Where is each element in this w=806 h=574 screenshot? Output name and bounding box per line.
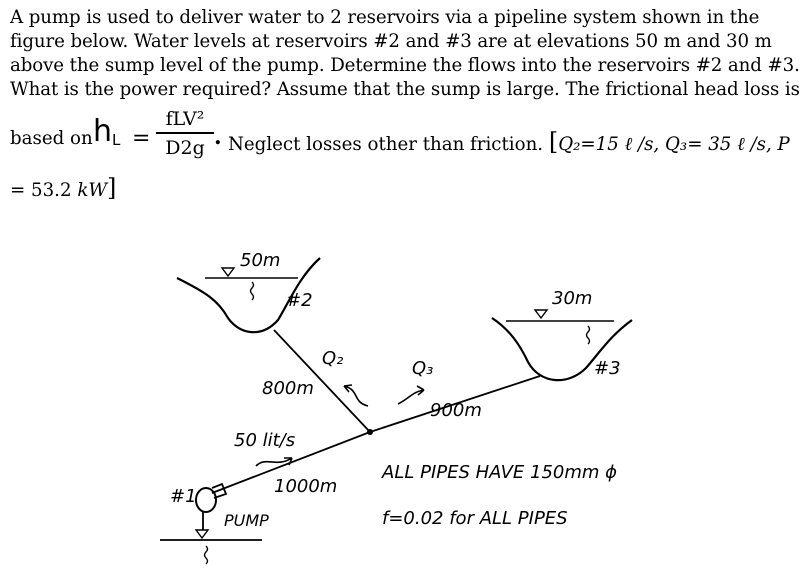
pump-icon (196, 488, 216, 512)
elevation-50m: 50m (240, 250, 281, 271)
answer-p-label: P (777, 134, 790, 155)
formula-period: . (214, 124, 222, 150)
answer-unit: kW (77, 180, 108, 201)
flow-q2-arrow (344, 385, 368, 406)
pipe-1000m-length: 1000m (274, 476, 338, 497)
based-on-text: based on (10, 128, 93, 149)
note-pipe-diameter: ALL PIPES HAVE 150mm ϕ (382, 462, 618, 483)
sump-level-marker (196, 530, 208, 538)
flow-q3-arrow (398, 386, 424, 404)
reservoir-2-level-marker (222, 268, 234, 276)
pipe-900m-length: 900m (430, 400, 482, 421)
pipe-800m-length: 800m (262, 378, 314, 399)
problem-line-2: figure below. Water levels at reservoirs #2 and #3 are at elevations 50 m and 30 m (10, 31, 772, 52)
fraction-denominator: D2g (165, 136, 205, 159)
reservoir-3-water-squiggle (587, 326, 590, 344)
pipe-junction (367, 429, 373, 435)
answer-open-bracket: [ (548, 128, 559, 156)
head-loss-subscript: L (112, 131, 121, 149)
note-friction-factor: f=0.02 for ALL PIPES (382, 508, 568, 529)
equals-sign: = (132, 126, 151, 151)
pump-label: PUMP (224, 511, 269, 530)
answer-q3: Q₃= 35 ℓ /s, (665, 134, 772, 155)
reservoir-3-level-marker (535, 310, 547, 318)
problem-line-3: above the sump level of the pump. Determine the flows into the reservoirs #2 and #3. (10, 55, 800, 76)
sump-water-squiggle (205, 546, 208, 564)
answer-p-value: = 53.2 (10, 180, 72, 201)
reservoir-2-water-squiggle (251, 282, 254, 300)
elevation-30m: 30m (552, 288, 593, 309)
flow-q3-label: Q₃ (412, 358, 434, 379)
reservoir-2-label: #2 (286, 290, 313, 311)
neglect-text: Neglect losses other than friction. (228, 134, 544, 155)
problem-line-4: What is the power required? Assume that the sump is large. The frictional head loss is (10, 79, 800, 100)
problem-line-1: A pump is used to deliver water to 2 reservoirs via a pipeline system shown in the (10, 7, 760, 28)
flow-q2-label: Q₂ (322, 348, 344, 369)
head-loss-h: h (93, 114, 113, 149)
answer-q2: Q₂=15 ℓ /s, (558, 134, 660, 155)
answer-close-bracket: ] (107, 174, 117, 202)
reservoir-3-label: #3 (594, 358, 621, 379)
fraction-numerator: fLV² (165, 108, 205, 130)
sump-1-label: #1 (170, 486, 197, 507)
flow-50-lit-s: 50 lit/s (234, 430, 296, 451)
